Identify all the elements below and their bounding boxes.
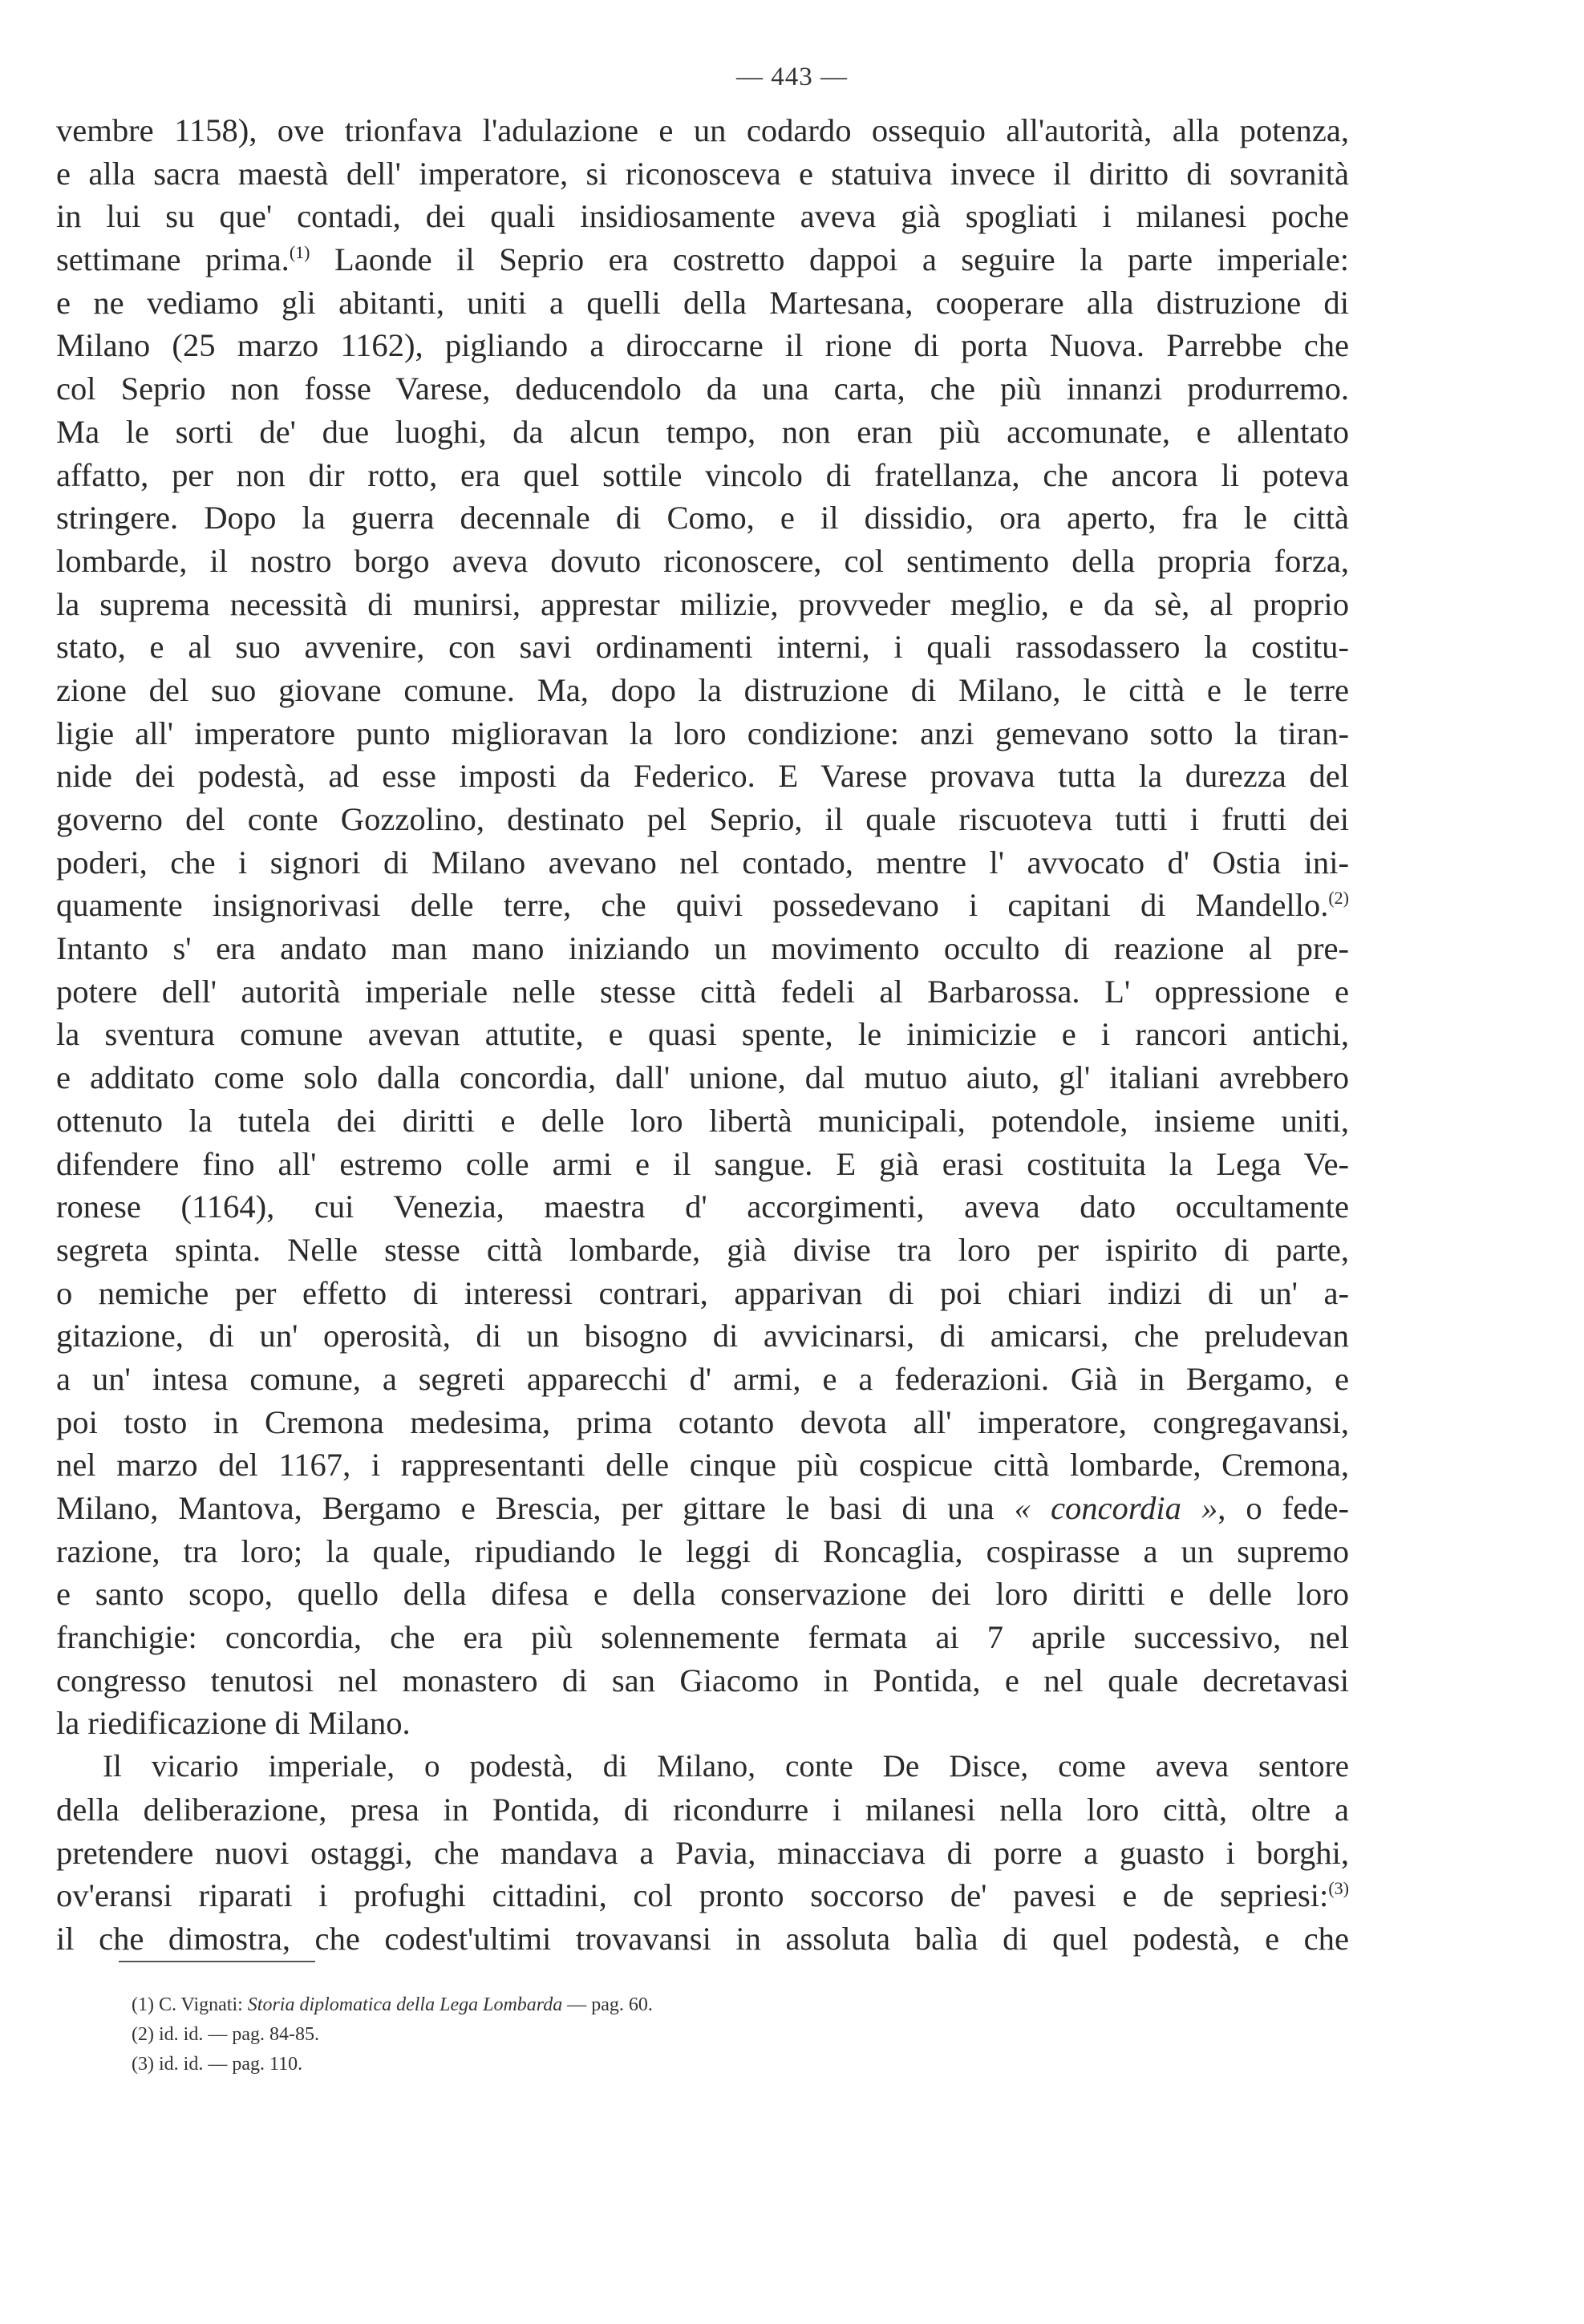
footnote-page: — pag. 60. — [567, 1994, 653, 2015]
line-text: Intanto s' era andato man mano iniziando un movimento occulto di reazione al pre- — [56, 930, 1349, 967]
text-line — [56, 540, 1349, 583]
line-text: settimane prima. — [56, 241, 290, 278]
line-text: quamente insignorivasi delle terre, che quivi possedevano i capitani di Mandello. — [56, 887, 1329, 924]
footnote — [132, 2020, 1094, 2050]
footnote-number: (2) — [132, 2024, 154, 2045]
line-text: ottenuto la tutela dei diritti e delle loro libertà municipali, potendole, insieme uniti, — [56, 1102, 1349, 1139]
text-line — [56, 970, 1349, 1014]
footnote-title: Storia diplomatica della Lega Lombarda — [247, 1994, 563, 2015]
text-line — [56, 583, 1349, 626]
line-text: e ne vediamo gli abitanti, uniti a quelli della Martesana, cooperare alla distruzione di — [56, 284, 1349, 321]
text-line — [56, 1832, 1349, 1875]
text-line — [56, 195, 1349, 238]
line-text: potere dell' autorità imperiale nelle stesse città fedeli al Barbarossa. L' oppressione e — [56, 973, 1349, 1010]
text-line — [56, 1185, 1349, 1229]
text-line — [56, 1487, 1349, 1530]
line-text: vembre 1158), ove trionfava l'adulazione e un codardo ossequio all'autorità, alla potenza, — [56, 112, 1349, 148]
line-text: la sventura comune avevan attutite, e quasi spente, le inimicizie e i rancori antichi, — [56, 1016, 1349, 1053]
line-text: ronese (1164), cui Venezia, maestra d' accorgimenti, aveva dato occultamente — [56, 1188, 1349, 1225]
line-text: poi tosto in Cremona medesima, prima cotanto devota all' imperatore, congregavansi, — [56, 1403, 1349, 1440]
footnote-author: id. id. — [158, 2054, 204, 2075]
text-line — [56, 841, 1349, 885]
text-line — [56, 496, 1349, 540]
footnote-divider — [119, 1961, 315, 1962]
line-text: Milano (25 marzo 1162), pigliando a diroccarne il rione di porta Nuova. Parrebbe che — [56, 327, 1349, 364]
line-text: stringere. Dopo la guerra decennale di Como, e il dissidio, ora aperto, fra le città — [56, 500, 1349, 536]
text-line — [56, 109, 1349, 152]
text-line — [56, 1659, 1349, 1703]
line-text: della deliberazione, presa in Pontida, di ricondurre i milanesi nella loro città, oltre a — [56, 1791, 1349, 1828]
text-line — [56, 1099, 1349, 1143]
line-text: razione, tra loro; la quale, ripudiando le leggi di Roncaglia, cospirasse a un supremo — [56, 1532, 1349, 1569]
line-text: poderi, che i signori di Milano avevano nel contado, mentre l' avvocato d' Ostia ini- — [56, 844, 1349, 881]
text-line — [56, 1530, 1349, 1573]
line-text: gitazione, di un' operosità, di un bisogno di avvicinarsi, di amicarsi, che preludevan — [56, 1318, 1349, 1354]
text-line — [56, 712, 1349, 755]
text-line — [56, 1443, 1349, 1487]
text-line — [56, 1314, 1349, 1358]
text-line — [56, 411, 1349, 454]
text-line — [56, 1143, 1349, 1186]
body-text — [56, 109, 1349, 1961]
line-text: Il vicario imperiale, o podestà, di Milano, conte De Disce, come aveva sentore — [103, 1749, 1349, 1784]
line-text: e alla sacra maestà dell' imperatore, si riconosceva e statuiva invece il diritto di sovranità — [56, 155, 1349, 192]
footnote-page: — pag. 110. — [208, 2054, 303, 2075]
line-text: stato, e al suo avvenire, con savi ordinamenti interni, i quali rassodassero la costitu- — [56, 629, 1349, 666]
text-line — [56, 1358, 1349, 1401]
line-text: e additato come solo dalla concordia, dall' unione, dal mutuo aiuto, gl' italiani avrebbero — [56, 1059, 1349, 1096]
footnote-reference: (1) — [289, 242, 310, 263]
footnote-number: (3) — [132, 2054, 154, 2075]
text-line — [56, 367, 1349, 411]
footnote-author: id. id. — [158, 2024, 204, 2045]
text-line — [56, 669, 1349, 712]
text-line — [56, 1229, 1349, 1272]
text-line — [56, 324, 1349, 367]
line-text: in lui su que' contadi, dei quali insidiosamente aveva già spogliati i milanesi poche — [56, 198, 1349, 235]
text-line — [56, 1702, 1349, 1745]
text-line — [56, 798, 1349, 841]
line-text: nide dei podestà, ad esse imposti da Federico. E Varese provava tutta la durezza del — [56, 758, 1349, 795]
line-text: a un' intesa comune, a segreti apparecchi d' armi, e a federazioni. Già in Bergamo, e — [56, 1360, 1349, 1397]
text-line — [56, 281, 1349, 325]
line-text-continued: , o fede- — [1217, 1490, 1349, 1526]
line-text: Ma le sorti de' due luoghi, da alcun tempo, non eran più accomunate, e allentato — [56, 413, 1349, 450]
text-line — [56, 1401, 1349, 1444]
line-text-continued: Laonde il Seprio era costretto dappoi a seguire la parte imperiale: — [310, 241, 1349, 278]
text-line — [56, 1013, 1349, 1056]
footnote-reference: (3) — [1328, 1878, 1349, 1899]
text-line — [56, 238, 1349, 281]
text-line — [56, 884, 1349, 927]
line-text: nel marzo del 1167, i rappresentanti delle cinque più cospicue città lombarde, Cremona, — [56, 1447, 1349, 1484]
footnote — [132, 1990, 1094, 2020]
text-line — [56, 1616, 1349, 1659]
text-line — [56, 1874, 1349, 1917]
text-line — [56, 1056, 1349, 1099]
line-text: segreta spinta. Nelle stesse città lombarde, già divise tra loro per ispirito di parte, — [56, 1231, 1349, 1268]
line-text: o nemiche per effetto di interessi contrari, apparivan di poi chiari indizi di un' a- — [56, 1274, 1349, 1311]
text-line — [56, 755, 1349, 798]
line-text: la suprema necessità di munirsi, apprestar milizie, provveder meglio, e da sè, al proprio — [56, 585, 1349, 622]
text-line — [56, 1917, 1349, 1961]
line-text: difendere fino all' estremo colle armi e il sangue. E già erasi costituita la Lega Ve- — [56, 1145, 1349, 1182]
line-text: ov'eransi riparati i profughi cittadini, col pronto soccorso de' pavesi e de sepriesi: — [56, 1877, 1329, 1914]
text-line — [56, 1573, 1349, 1616]
line-text: affatto, per non dir rotto, era quel sottile vincolo di fratellanza, che ancora li poteva — [56, 456, 1349, 493]
footnote-reference: (2) — [1328, 888, 1349, 909]
line-text: governo del conte Gozzolino, destinato pel Seprio, il quale riscuoteva tutti i frutti dei — [56, 801, 1349, 837]
page-number: — 443 — — [736, 63, 848, 91]
footnote — [132, 2050, 1094, 2079]
line-text: Milano, Mantova, Bergamo e Brescia, per gittare le basi di una — [56, 1490, 1015, 1526]
line-text: e santo scopo, quello della difesa e della conservazione dei loro diritti e delle loro — [56, 1576, 1349, 1613]
text-line — [56, 152, 1349, 196]
footnotes — [132, 1990, 1094, 2079]
text-line — [56, 1272, 1349, 1315]
line-text: la riedificazione di Milano. — [56, 1705, 411, 1742]
line-text: il che dimostra, che codest'ultimi trovavansi in assoluta balìa di quel podestà, e che — [56, 1920, 1349, 1957]
footnote-number: (1) — [132, 1994, 154, 2015]
footnote-author: C. Vignati: — [158, 1994, 243, 2015]
line-text: ligie all' imperatore punto miglioravan la loro condizione: anzi gemevano sotto la tiran- — [56, 715, 1349, 751]
line-text: zione del suo giovane comune. Ma, dopo la distruzione di Milano, le città e le terre — [56, 671, 1349, 708]
emphasized-term: « concordia » — [1014, 1490, 1218, 1526]
text-line — [56, 927, 1349, 970]
text-line — [56, 1745, 1349, 1788]
text-line — [56, 454, 1349, 497]
line-text: pretendere nuovi ostaggi, che mandava a Pavia, minacciava di porre a guasto i borghi, — [56, 1834, 1349, 1871]
text-line — [56, 626, 1349, 669]
line-text: congresso tenutosi nel monastero di san Giacomo in Pontida, e nel quale decretavasi — [56, 1662, 1349, 1698]
text-line — [56, 1788, 1349, 1832]
line-text: franchigie: concordia, che era più solennemente fermata ai 7 aprile successivo, nel — [56, 1619, 1349, 1656]
line-text: col Seprio non fosse Varese, deducendolo da una carta, che più innanzi produrremo. — [56, 370, 1349, 407]
footnote-page: — pag. 84-85. — [208, 2024, 319, 2045]
line-text: lombarde, il nostro borgo aveva dovuto riconoscere, col sentimento della propria forza, — [56, 542, 1349, 579]
